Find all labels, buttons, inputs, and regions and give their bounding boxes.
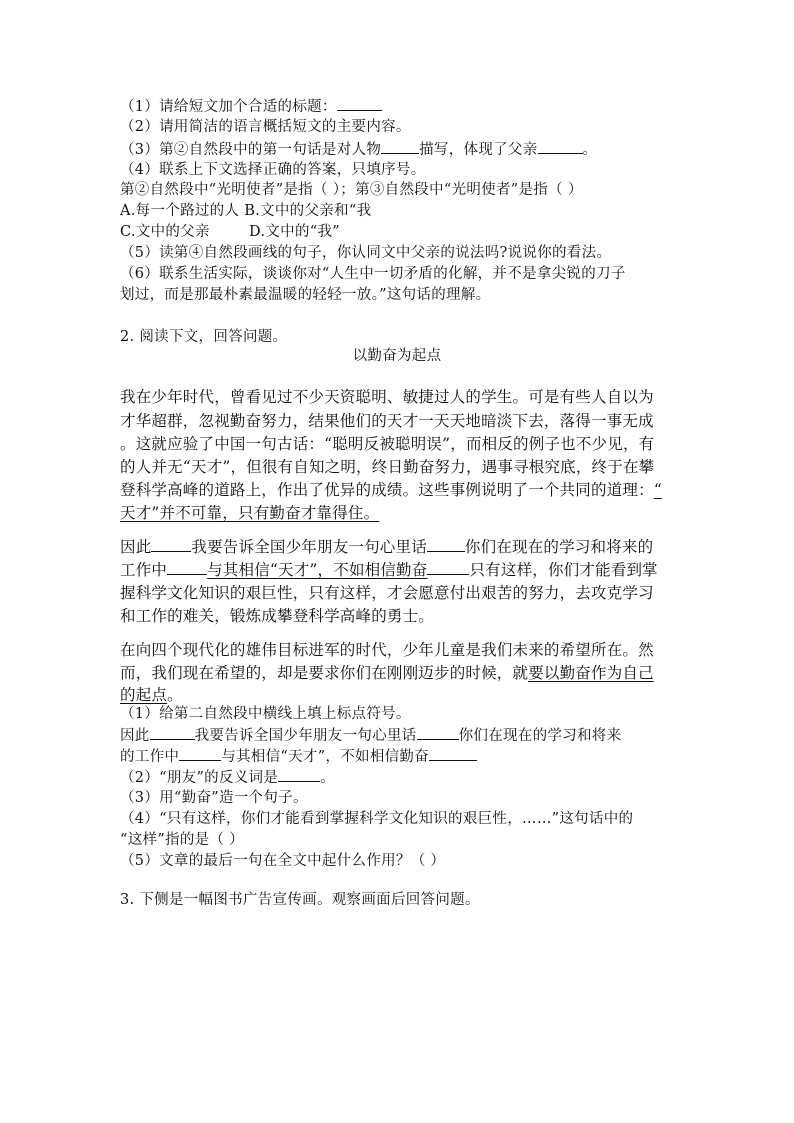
answer-blank[interactable]: [429, 746, 477, 761]
answer-blank[interactable]: [278, 767, 320, 782]
answer-blank[interactable]: [151, 537, 191, 552]
article-p2-line2: 工作中 与其相信“天才”，不如相信勤奋 只有这样，你们才能看到掌: [120, 561, 658, 579]
p1-question-2: （2）请用简洁的语言概括短文的主要内容。: [120, 119, 411, 135]
p2-question-1: （1）给第二自然段中横线上填上标点符号。: [120, 706, 411, 722]
article-p1-line1: 我在少年时代，曾看见过不少天资聪明、敏捷过人的学生。可是有些人自以为: [120, 388, 654, 406]
p1-question-4: （4）联系上下文选择正确的答案，只填序号。: [120, 162, 426, 178]
answer-blank[interactable]: [337, 96, 382, 111]
p2-question-4-line2: “这样”指的是（ ）: [120, 832, 244, 848]
p2-question-5: （5）文章的最后一句在全文中起什么作用？（ ）: [120, 853, 446, 869]
article-p1-line2: 才华超群，忽视勤奋努力，结果他们的天才一天天地暗淡下去，落得一事无成: [120, 412, 654, 430]
article-p3-line2: 而，我们现在希望的，却是要求你们在刚刚迈步的时候，就要以勤奋作为自己: [120, 664, 654, 682]
p2-question-2: （2）“朋友”的反义词是 。: [120, 767, 335, 788]
p2-question-1-line1: 因此 我要告诉全国少年朋友一句心里话 你们在现在的学习和将来: [120, 725, 621, 746]
article-p1-line4: 的人并无“天才”，但很有自知之明，终日勤奋努力，遇事寻根究底，终于在攀: [120, 458, 655, 476]
article-title: 以勤奋为起点: [352, 348, 442, 364]
p1-question-3: （3）第②自然段中的第一句话是对人物 描写，体现了父亲 。: [120, 139, 597, 160]
p2-question-1-line2: 的工作中 与其相信“天才”，不如相信勤奋: [120, 746, 477, 767]
answer-blank[interactable]: [427, 537, 465, 552]
article-p2-line4: 和工作的难关，锻炼成攀登科学高峰的勇士。: [120, 607, 435, 625]
p1-question-4-options-cd: C.文中的父亲 D.文中的“我”: [120, 224, 341, 240]
p1-question-6-line2: 划过，而是那最朴素最温暖的轻轻一放。”这句话的理解。: [120, 287, 491, 303]
p2-question-3: （3）用“勤奋”造一个句子。: [120, 790, 308, 806]
article-p1-line6-underlined: 天才”并不可靠，只有勤奋才靠得住。: [120, 504, 380, 522]
answer-blank[interactable]: [179, 746, 221, 761]
article-p3-line1: 在向四个现代化的雄伟目标进军的时代，少年儿童是我们未来的希望所在。然: [120, 641, 654, 659]
p1-question-4-options-ab: A.每一个路过的人 B.文中的父亲和“我: [120, 203, 372, 219]
answer-blank[interactable]: [150, 725, 195, 740]
article-p3-line3: 的起点。: [120, 686, 183, 704]
answer-blank[interactable]: [538, 139, 583, 154]
article-p1-line3: 。这就应验了中国一句古话：“聪明反被聪明误”，而相反的例子也不少见，有: [120, 435, 655, 453]
p1-question-4-prompt: 第②自然段中“光明使者”是指（ ）；第③自然段中“光明使者”是指（ ）: [120, 182, 583, 198]
p2-question-4-line1: （4）“只有这样，你们才能看到掌握科学文化知识的艰巨性，……”这句话中的: [120, 811, 634, 827]
section-3-heading: 3. 下侧是一幅图书广告宣传画。观察画面后回答问题。: [120, 892, 480, 908]
answer-blank[interactable]: [427, 560, 469, 575]
article-p2-line1: 因此 我要告诉全国少年朋友一句心里话 你们在现在的学习和将来的: [120, 538, 654, 556]
answer-blank[interactable]: [381, 139, 419, 154]
p1-question-6-line1: （6）联系生活实际，谈谈你对“人生中一切矛盾的化解，并不是拿尖锐的刀子: [120, 266, 626, 282]
p1-question-5: （5）读第④自然段画线的句子，你认同文中父亲的说法吗?说说你的看法。: [120, 245, 612, 261]
p1-question-1: （1）请给短文加个合适的标题：: [120, 96, 382, 117]
article-p2-line3: 握科学文化知识的艰巨性，只有这样，才会愿意付出艰苦的努力，去攻克学习: [120, 584, 654, 602]
answer-blank[interactable]: [417, 725, 459, 740]
section-2-heading: 2. 阅读下文，回答问题。: [120, 329, 288, 345]
answer-blank[interactable]: [167, 560, 207, 575]
article-p1-line5: 登科学高峰的道路上，作出了优异的成绩。这些事例说明了一个共同的道理：“: [120, 481, 662, 499]
